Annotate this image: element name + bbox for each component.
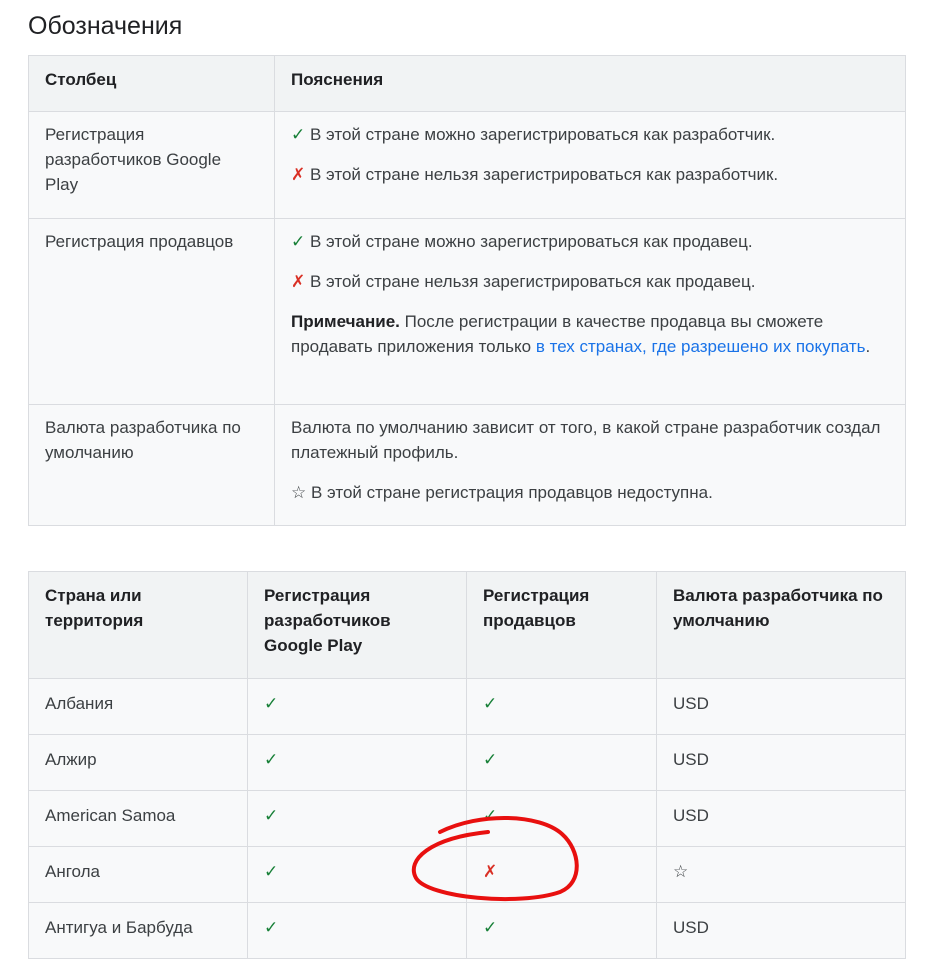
legend-text: В этой стране нельзя зарегистрироваться как продавец. [309, 272, 756, 291]
legend-currency-text: Валюта по умолчанию зависит от того, в какой стране разработчик создал платежный профиль. [291, 418, 881, 462]
table-row [29, 735, 906, 791]
legend-text: В этой стране регистрация продавцов недоступна. [310, 483, 713, 502]
check-icon: ✓ [291, 232, 306, 251]
table-row [29, 847, 906, 903]
currency-cell: USD [657, 903, 906, 959]
legend-table [28, 55, 906, 526]
legend-line-yes [291, 122, 889, 147]
legend-line-no [291, 162, 889, 187]
currency-cell: USD [657, 679, 906, 735]
header-dev-registration: Регистрация разработчиков Google Play [248, 572, 467, 679]
dev-status-icon: ✓ [248, 791, 467, 847]
merchant-status-icon: ✓ [467, 903, 657, 959]
merchant-status-icon: ✓ [467, 791, 657, 847]
note-text: После регистрации в качестве продавца вы сможете продавать приложения только [291, 312, 824, 356]
star-icon: ☆ [291, 483, 307, 502]
legend-note [291, 309, 889, 359]
currency-cell: USD [657, 735, 906, 791]
country-cell: Антигуа и Барбуда [29, 903, 248, 959]
countries-table [28, 571, 906, 959]
dev-status-icon: ✓ [248, 847, 467, 903]
country-cell: Ангола [29, 847, 248, 903]
legend-text: В этой стране можно зарегистрироваться как разработчик. [309, 125, 776, 144]
table-row [29, 903, 906, 959]
dev-status-icon: ✓ [248, 735, 467, 791]
legend-row-merchant-registration [29, 219, 906, 405]
legend-header-explanation: Пояснения [275, 56, 906, 112]
legend-header-column: Столбец [29, 56, 275, 112]
cross-icon: ✗ [291, 165, 306, 184]
merchant-status-icon: ✓ [467, 679, 657, 735]
legend-line-star [291, 480, 889, 505]
legend-column-name: Валюта разработчика по умолчанию [29, 405, 275, 526]
legend-explanation [275, 219, 906, 405]
legend-explanation [275, 405, 906, 526]
allowed-countries-link[interactable]: в тех странах, где разрешено их покупать [535, 337, 866, 356]
legend-row-default-currency [29, 405, 906, 526]
dev-status-icon: ✓ [248, 679, 467, 735]
dev-status-icon: ✓ [248, 903, 467, 959]
header-default-currency: Валюта разработчика по умолчанию [657, 572, 906, 679]
legend-column-name: Регистрация продавцов [29, 219, 275, 405]
legend-header-row [29, 56, 906, 112]
header-merchant-registration: Регистрация продавцов [467, 572, 657, 679]
note-end: . [865, 337, 871, 356]
country-cell: Албания [29, 679, 248, 735]
countries-header-row [29, 572, 906, 679]
merchant-status-icon: ✗ [467, 847, 657, 903]
check-icon: ✓ [291, 125, 306, 144]
legend-text: В этой стране можно зарегистрироваться как продавец. [309, 232, 753, 251]
header-country: Страна или территория [29, 572, 248, 679]
country-cell: American Samoa [29, 791, 248, 847]
legend-explanation [275, 112, 906, 219]
page-title: Обозначения [28, 12, 183, 40]
note-label: Примечание. [291, 312, 400, 331]
legend-text: В этой стране нельзя зарегистрироваться как разработчик. [309, 165, 779, 184]
currency-cell: USD [657, 791, 906, 847]
cross-icon: ✗ [291, 272, 306, 291]
table-row [29, 791, 906, 847]
country-cell: Алжир [29, 735, 248, 791]
currency-cell: ☆ [657, 847, 906, 903]
legend-row-dev-registration [29, 112, 906, 219]
merchant-status-icon: ✓ [467, 735, 657, 791]
legend-line-no [291, 269, 889, 294]
table-row [29, 679, 906, 735]
legend-column-name: Регистрация разработчиков Google Play [29, 112, 275, 219]
legend-line-yes [291, 229, 889, 254]
